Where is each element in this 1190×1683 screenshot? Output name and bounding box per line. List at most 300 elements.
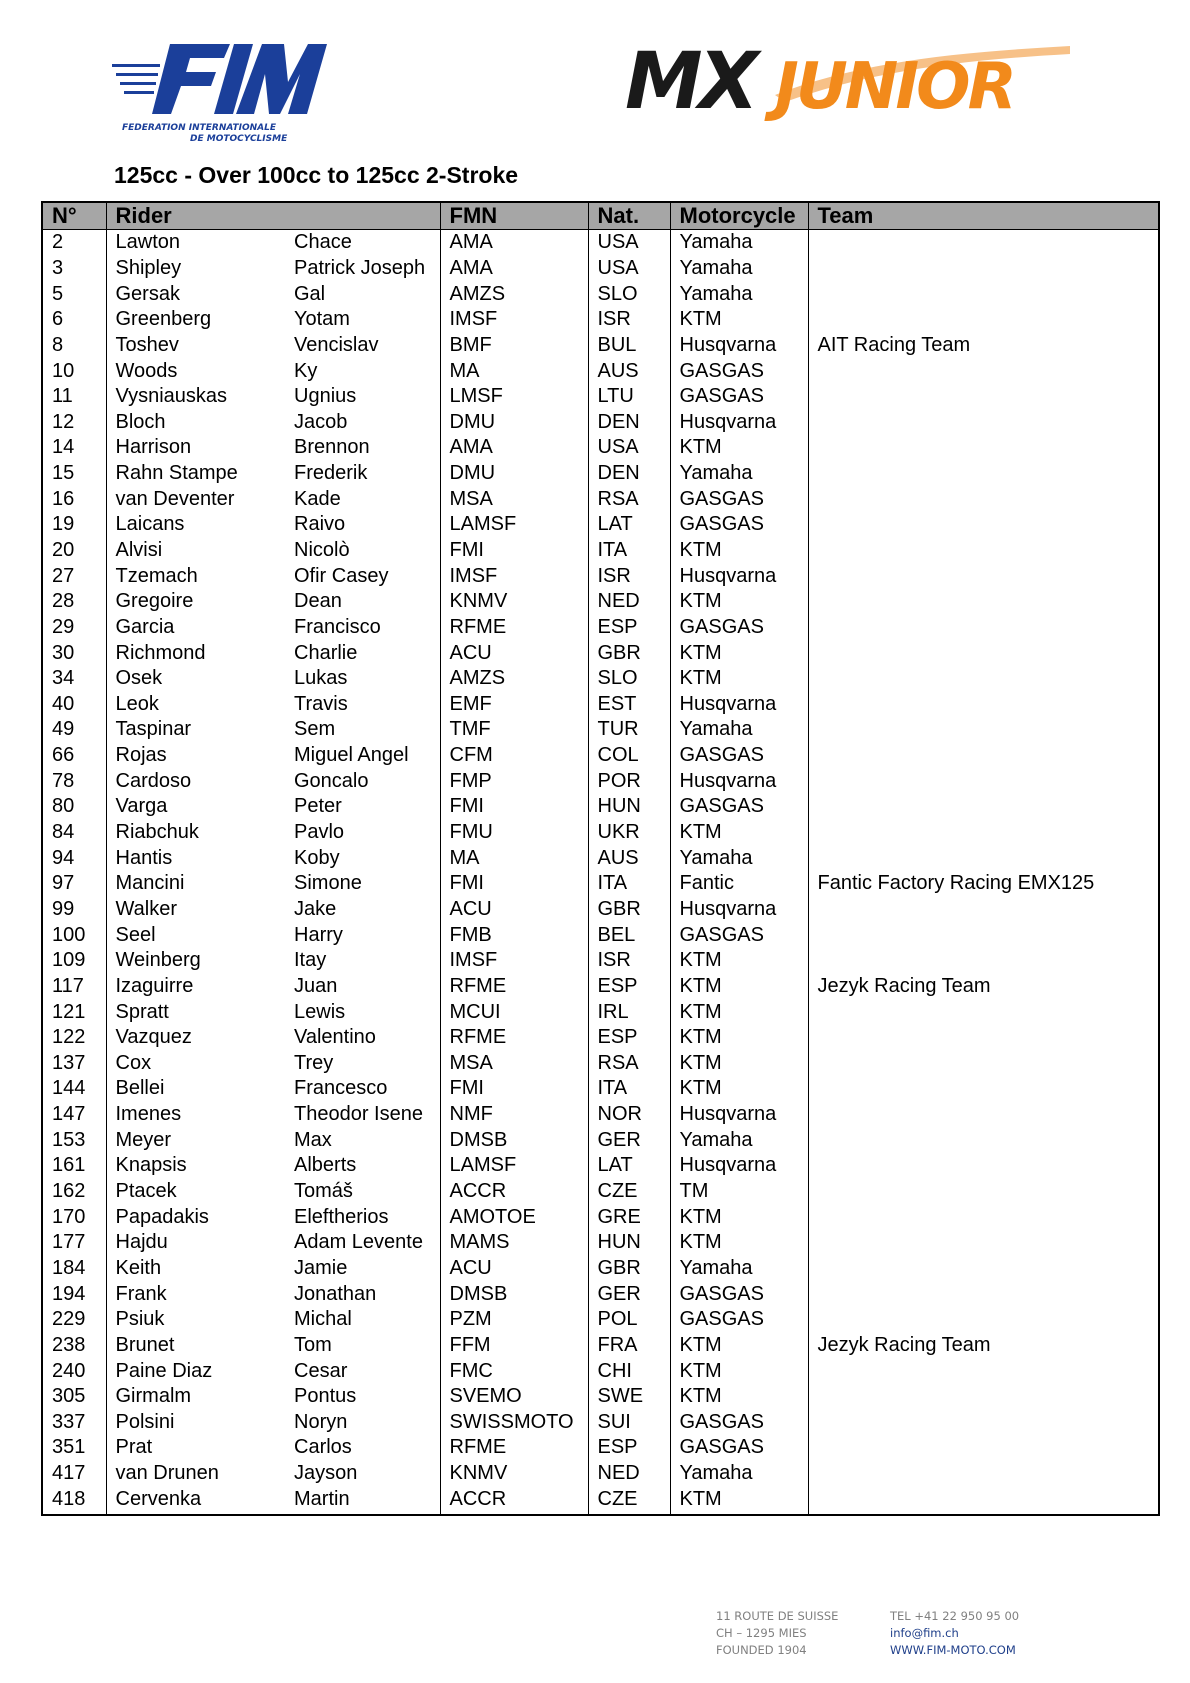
cell-nationality: BEL xyxy=(588,922,670,948)
cell-team xyxy=(808,1076,1158,1102)
cell-fmn: IMSF xyxy=(440,307,588,333)
cell-fmn: NMF xyxy=(440,1102,588,1128)
cell-nationality: SLO xyxy=(588,666,670,692)
table-row xyxy=(43,999,1158,1025)
cell-first-name: Max xyxy=(285,1127,440,1153)
cell-nationality: ESP xyxy=(588,1435,670,1461)
cell-team xyxy=(808,1435,1158,1461)
cell-nationality: TUR xyxy=(588,717,670,743)
cell-motorcycle: Fantic xyxy=(670,871,808,897)
cell-nationality: NED xyxy=(588,589,670,615)
table-row xyxy=(43,281,1158,307)
cell-team xyxy=(808,256,1158,282)
cell-fmn: ACU xyxy=(440,897,588,923)
cell-nationality: NOR xyxy=(588,1102,670,1128)
cell-nationality: LAT xyxy=(588,1153,670,1179)
cell-last-name: Woods xyxy=(115,359,178,382)
cell-motorcycle: Husqvarna xyxy=(670,563,808,589)
cell-number: 418 xyxy=(43,1486,106,1514)
table-row xyxy=(43,1204,1158,1230)
table-row xyxy=(43,820,1158,846)
table-row xyxy=(43,845,1158,871)
cell-nationality: ISR xyxy=(588,307,670,333)
entry-list-table xyxy=(41,201,1160,1516)
cell-nationality: LAT xyxy=(588,512,670,538)
cell-nationality: ESP xyxy=(588,974,670,1000)
cell-team xyxy=(808,692,1158,718)
cell-nationality: FRA xyxy=(588,1333,670,1359)
cell-number: 117 xyxy=(43,974,106,1000)
cell-motorcycle: Yamaha xyxy=(670,845,808,871)
cell-fmn: MSA xyxy=(440,1051,588,1077)
fim-name-line1: FEDERATION INTERNATIONALE xyxy=(122,123,277,133)
cell-team xyxy=(808,1409,1158,1435)
table-row xyxy=(43,1153,1158,1179)
table-row xyxy=(43,256,1158,282)
cell-first-name: Harry xyxy=(285,922,440,948)
cell-nationality: GBR xyxy=(588,897,670,923)
table-row xyxy=(43,1051,1158,1077)
cell-first-name: Dean xyxy=(285,589,440,615)
cell-nationality: RSA xyxy=(588,486,670,512)
junior-text: JUNIOR xyxy=(775,50,1014,124)
cell-team xyxy=(808,358,1158,384)
cell-fmn: AMZS xyxy=(440,666,588,692)
cell-first-name: Noryn xyxy=(285,1409,440,1435)
cell-team xyxy=(808,435,1158,461)
cell-team: Fantic Factory Racing EMX125 xyxy=(817,872,1095,895)
cell-motorcycle: KTM xyxy=(670,589,808,615)
cell-nationality: GER xyxy=(588,1127,670,1153)
cell-team xyxy=(808,794,1158,820)
cell-team xyxy=(808,486,1158,512)
mx-junior-logo xyxy=(625,40,1070,125)
cell-nationality: POR xyxy=(588,768,670,794)
cell-number: 121 xyxy=(43,999,106,1025)
cell-number: 19 xyxy=(43,512,106,538)
cell-team xyxy=(808,666,1158,692)
cell-nationality: LTU xyxy=(588,384,670,410)
cell-fmn: IMSF xyxy=(440,948,588,974)
cell-motorcycle: KTM xyxy=(670,820,808,846)
cell-first-name: Ky xyxy=(285,358,440,384)
cell-motorcycle: KTM xyxy=(670,1384,808,1410)
cell-first-name: Simone xyxy=(285,871,440,897)
footer-contact xyxy=(890,1608,1019,1659)
cell-fmn: DMU xyxy=(440,409,588,435)
cell-fmn: SWISSMOTO xyxy=(440,1409,588,1435)
cell-first-name: Valentino xyxy=(285,1025,440,1051)
cell-fmn: FMU xyxy=(440,820,588,846)
cell-first-name: Eleftherios xyxy=(285,1204,440,1230)
cell-first-name: Francesco xyxy=(285,1076,440,1102)
cell-motorcycle: Yamaha xyxy=(670,1256,808,1282)
cell-motorcycle: GASGAS xyxy=(670,922,808,948)
table-row xyxy=(43,948,1158,974)
cell-first-name: Carlos xyxy=(285,1435,440,1461)
cell-number: 14 xyxy=(43,435,106,461)
table-row xyxy=(43,230,1158,256)
cell-motorcycle: Husqvarna xyxy=(670,1153,808,1179)
cell-first-name: Lukas xyxy=(285,666,440,692)
cell-fmn: CFM xyxy=(440,743,588,769)
table-row xyxy=(43,640,1158,666)
cell-motorcycle: Husqvarna xyxy=(670,333,808,359)
cell-motorcycle: KTM xyxy=(670,948,808,974)
cell-team xyxy=(808,538,1158,564)
cell-fmn: MSA xyxy=(440,486,588,512)
cell-fmn: KNMV xyxy=(440,1461,588,1487)
cell-last-name: Harrison xyxy=(115,436,192,459)
cell-last-name: Girmalm xyxy=(115,1385,192,1408)
cell-last-name: Osek xyxy=(115,667,163,690)
cell-nationality: USA xyxy=(588,435,670,461)
cell-fmn: FMI xyxy=(440,871,588,897)
cell-last-name: Vysniauskas xyxy=(115,385,228,408)
cell-last-name: Bloch xyxy=(115,410,166,433)
cell-number: 177 xyxy=(43,1230,106,1256)
cell-fmn: RFME xyxy=(440,615,588,641)
table-row xyxy=(43,871,1158,897)
cell-number: 137 xyxy=(43,1051,106,1077)
cell-number: 161 xyxy=(43,1153,106,1179)
cell-motorcycle: Husqvarna xyxy=(670,409,808,435)
page-title: 125cc - Over 100cc to 125cc 2-Stroke xyxy=(114,162,519,188)
cell-last-name: Alvisi xyxy=(115,539,163,561)
cell-last-name: Knapsis xyxy=(115,1154,187,1177)
cell-fmn: RFME xyxy=(440,1025,588,1051)
cell-team xyxy=(808,1358,1158,1384)
table-row xyxy=(43,743,1158,769)
cell-motorcycle: Yamaha xyxy=(670,1461,808,1487)
cell-last-name: Ptacek xyxy=(115,1180,177,1203)
cell-first-name: Charlie xyxy=(285,640,440,666)
cell-fmn: LAMSF xyxy=(440,512,588,538)
table-row xyxy=(43,1076,1158,1102)
cell-last-name: Mancini xyxy=(115,872,185,895)
table-row xyxy=(43,1384,1158,1410)
cell-number: 184 xyxy=(43,1256,106,1282)
cell-last-name: Prat xyxy=(115,1436,153,1459)
cell-motorcycle: KTM xyxy=(670,1204,808,1230)
cell-last-name: Lawton xyxy=(115,231,180,254)
cell-fmn: FMB xyxy=(440,922,588,948)
cell-team xyxy=(808,1230,1158,1256)
cell-number: 337 xyxy=(43,1409,106,1435)
cell-number: 2 xyxy=(43,230,106,256)
cell-motorcycle: GASGAS xyxy=(670,486,808,512)
cell-number: 78 xyxy=(43,768,106,794)
cell-fmn: KNMV xyxy=(440,589,588,615)
cell-last-name: Walker xyxy=(115,897,177,920)
cell-fmn: AMOTOE xyxy=(440,1204,588,1230)
cell-last-name: Varga xyxy=(115,795,168,818)
cell-first-name: Nicolò xyxy=(285,538,440,564)
cell-number: 12 xyxy=(43,409,106,435)
cell-first-name: Jonathan xyxy=(285,1281,440,1307)
cell-motorcycle: KTM xyxy=(670,1051,808,1077)
cell-motorcycle: KTM xyxy=(670,666,808,692)
cell-motorcycle: Husqvarna xyxy=(670,768,808,794)
cell-last-name: Frank xyxy=(115,1282,167,1305)
cell-motorcycle: Yamaha xyxy=(670,256,808,282)
header-team: Team xyxy=(808,203,1158,230)
cell-number: 6 xyxy=(43,307,106,333)
cell-nationality: USA xyxy=(588,230,670,256)
cell-nationality: NED xyxy=(588,1461,670,1487)
cell-nationality: CZE xyxy=(588,1486,670,1514)
cell-first-name: Sem xyxy=(285,717,440,743)
cell-number: 153 xyxy=(43,1127,106,1153)
cell-team xyxy=(808,461,1158,487)
cell-team xyxy=(808,1204,1158,1230)
cell-last-name: Keith xyxy=(115,1256,162,1279)
table-row xyxy=(43,794,1158,820)
cell-last-name: Cardoso xyxy=(115,769,192,792)
header-number: N° xyxy=(43,203,106,230)
cell-number: 20 xyxy=(43,538,106,564)
cell-motorcycle: Yamaha xyxy=(670,281,808,307)
cell-number: 30 xyxy=(43,640,106,666)
cell-first-name: Alberts xyxy=(285,1153,440,1179)
cell-fmn: AMA xyxy=(440,256,588,282)
cell-first-name: Miguel Angel xyxy=(285,743,440,769)
cell-first-name: Chace xyxy=(285,230,440,256)
cell-last-name: Shipley xyxy=(115,256,182,279)
cell-nationality: CZE xyxy=(588,1179,670,1205)
footer-website-link[interactable]: WWW.FIM-MOTO.COM xyxy=(890,1643,1016,1657)
cell-nationality: HUN xyxy=(588,794,670,820)
cell-first-name: Travis xyxy=(285,692,440,718)
cell-fmn: IMSF xyxy=(440,563,588,589)
cell-team xyxy=(808,409,1158,435)
cell-team xyxy=(808,307,1158,333)
cell-motorcycle: GASGAS xyxy=(670,512,808,538)
cell-motorcycle: GASGAS xyxy=(670,358,808,384)
cell-motorcycle: Yamaha xyxy=(670,230,808,256)
cell-first-name: Martin xyxy=(285,1486,440,1514)
cell-nationality: UKR xyxy=(588,820,670,846)
cell-fmn: PZM xyxy=(440,1307,588,1333)
cell-number: 29 xyxy=(43,615,106,641)
cell-first-name: Frederik xyxy=(285,461,440,487)
cell-last-name: Vazquez xyxy=(115,1026,192,1049)
cell-first-name: Theodor Isene xyxy=(285,1102,440,1128)
table-row xyxy=(43,922,1158,948)
cell-first-name: Michal xyxy=(285,1307,440,1333)
cell-first-name: Yotam xyxy=(285,307,440,333)
cell-number: 11 xyxy=(43,384,106,410)
cell-nationality: GER xyxy=(588,1281,670,1307)
cell-first-name: Jamie xyxy=(285,1256,440,1282)
table-header-row xyxy=(43,203,1158,230)
cell-team xyxy=(808,922,1158,948)
cell-last-name: Greenberg xyxy=(115,308,212,331)
table-row xyxy=(43,589,1158,615)
cell-first-name: Goncalo xyxy=(285,768,440,794)
cell-fmn: EMF xyxy=(440,692,588,718)
cell-first-name: Ofir Casey xyxy=(285,563,440,589)
table-row xyxy=(43,1179,1158,1205)
cell-fmn: TMF xyxy=(440,717,588,743)
cell-motorcycle: Yamaha xyxy=(670,717,808,743)
cell-motorcycle: GASGAS xyxy=(670,1409,808,1435)
cell-fmn: AMA xyxy=(440,435,588,461)
cell-fmn: ACCR xyxy=(440,1179,588,1205)
cell-nationality: POL xyxy=(588,1307,670,1333)
cell-number: 99 xyxy=(43,897,106,923)
cell-fmn: FMI xyxy=(440,538,588,564)
cell-fmn: FMI xyxy=(440,794,588,820)
cell-nationality: GBR xyxy=(588,640,670,666)
cell-number: 417 xyxy=(43,1461,106,1487)
table-row xyxy=(43,1102,1158,1128)
cell-team xyxy=(808,768,1158,794)
cell-motorcycle: KTM xyxy=(670,1025,808,1051)
cell-last-name: Tzemach xyxy=(115,564,198,587)
cell-first-name: Jake xyxy=(285,897,440,923)
cell-last-name: Polsini xyxy=(115,1410,175,1433)
header-nationality: Nat. xyxy=(588,203,670,230)
table-row xyxy=(43,1435,1158,1461)
cell-last-name: Richmond xyxy=(115,641,206,664)
cell-team xyxy=(808,1486,1158,1514)
cell-last-name: Bellei xyxy=(115,1077,165,1100)
cell-fmn: FMC xyxy=(440,1358,588,1384)
cell-number: 3 xyxy=(43,256,106,282)
cell-fmn: DMSB xyxy=(440,1127,588,1153)
cell-motorcycle: GASGAS xyxy=(670,743,808,769)
cell-fmn: AMA xyxy=(440,230,588,256)
cell-number: 351 xyxy=(43,1435,106,1461)
cell-motorcycle: KTM xyxy=(670,640,808,666)
cell-last-name: Seel xyxy=(115,923,156,946)
cell-team xyxy=(808,999,1158,1025)
cell-number: 15 xyxy=(43,461,106,487)
cell-fmn: FFM xyxy=(440,1333,588,1359)
cell-fmn: SVEMO xyxy=(440,1384,588,1410)
cell-fmn: ACU xyxy=(440,640,588,666)
cell-fmn: LAMSF xyxy=(440,1153,588,1179)
table-row xyxy=(43,358,1158,384)
cell-number: 66 xyxy=(43,743,106,769)
cell-first-name: Cesar xyxy=(285,1358,440,1384)
cell-number: 34 xyxy=(43,666,106,692)
cell-number: 240 xyxy=(43,1358,106,1384)
cell-first-name: Pavlo xyxy=(285,820,440,846)
table-row xyxy=(43,409,1158,435)
cell-motorcycle: KTM xyxy=(670,1230,808,1256)
table-row xyxy=(43,692,1158,718)
cell-first-name: Tomáš xyxy=(285,1179,440,1205)
footer-address-line1: 11 ROUTE DE SUISSE xyxy=(716,1609,839,1623)
cell-number: 170 xyxy=(43,1204,106,1230)
cell-team xyxy=(808,743,1158,769)
cell-nationality: ESP xyxy=(588,1025,670,1051)
table-row xyxy=(43,974,1158,1000)
cell-team xyxy=(808,512,1158,538)
cell-team xyxy=(808,615,1158,641)
cell-last-name: Paine Diaz xyxy=(115,1359,213,1382)
cell-team xyxy=(808,230,1158,256)
cell-team xyxy=(808,384,1158,410)
cell-motorcycle: Husqvarna xyxy=(670,692,808,718)
table-row xyxy=(43,1358,1158,1384)
cell-team xyxy=(808,1256,1158,1282)
cell-motorcycle: GASGAS xyxy=(670,1307,808,1333)
cell-last-name: Imenes xyxy=(115,1103,182,1126)
cell-first-name: Trey xyxy=(285,1051,440,1077)
cell-nationality: GBR xyxy=(588,1256,670,1282)
cell-nationality: ITA xyxy=(588,871,670,897)
cell-last-name: Gersak xyxy=(115,282,180,305)
table-row xyxy=(43,435,1158,461)
cell-nationality: SWE xyxy=(588,1384,670,1410)
cell-number: 305 xyxy=(43,1384,106,1410)
cell-nationality: HUN xyxy=(588,1230,670,1256)
table-row xyxy=(43,897,1158,923)
cell-last-name: Cervenka xyxy=(115,1487,202,1510)
footer-email-link[interactable]: info@fim.ch xyxy=(890,1626,959,1640)
cell-first-name: Jayson xyxy=(285,1461,440,1487)
cell-last-name: van Deventer xyxy=(115,487,235,510)
header-first-name xyxy=(285,203,440,230)
cell-team xyxy=(808,589,1158,615)
table-row xyxy=(43,486,1158,512)
cell-team xyxy=(808,640,1158,666)
cell-last-name: Toshev xyxy=(115,333,179,356)
table-row xyxy=(43,666,1158,692)
cell-last-name: Rojas xyxy=(115,744,167,767)
cell-fmn: ACCR xyxy=(440,1486,588,1514)
cell-team: AIT Racing Team xyxy=(817,333,971,356)
cell-team xyxy=(808,563,1158,589)
cell-first-name: Pontus xyxy=(285,1384,440,1410)
cell-last-name: Papadakis xyxy=(115,1205,209,1228)
cell-last-name: Garcia xyxy=(115,615,175,638)
table-row xyxy=(43,1486,1158,1514)
table-row xyxy=(43,307,1158,333)
cell-team xyxy=(808,948,1158,974)
cell-nationality: GRE xyxy=(588,1204,670,1230)
cell-last-name: Meyer xyxy=(115,1128,172,1151)
cell-motorcycle: KTM xyxy=(670,1358,808,1384)
cell-motorcycle: GASGAS xyxy=(670,384,808,410)
cell-last-name: Hantis xyxy=(115,846,173,869)
cell-last-name: Taspinar xyxy=(115,718,192,741)
cell-fmn: BMF xyxy=(440,333,588,359)
cell-first-name: Juan xyxy=(285,974,440,1000)
cell-team xyxy=(808,820,1158,846)
cell-fmn: AMZS xyxy=(440,281,588,307)
cell-last-name: Weinberg xyxy=(115,949,201,972)
cell-motorcycle: Husqvarna xyxy=(670,1102,808,1128)
cell-first-name: Francisco xyxy=(285,615,440,641)
cell-fmn: MA xyxy=(440,358,588,384)
cell-team: Jezyk Racing Team xyxy=(817,1333,991,1356)
cell-last-name: Spratt xyxy=(115,1000,169,1023)
cell-last-name: Rahn Stampe xyxy=(115,462,238,485)
cell-motorcycle: KTM xyxy=(670,435,808,461)
cell-number: 100 xyxy=(43,922,106,948)
header-rider: Rider xyxy=(106,203,285,230)
table-row xyxy=(43,563,1158,589)
table-row xyxy=(43,1025,1158,1051)
table-row xyxy=(43,1307,1158,1333)
table-row xyxy=(43,615,1158,641)
cell-fmn: MAMS xyxy=(440,1230,588,1256)
cell-motorcycle: Husqvarna xyxy=(670,897,808,923)
